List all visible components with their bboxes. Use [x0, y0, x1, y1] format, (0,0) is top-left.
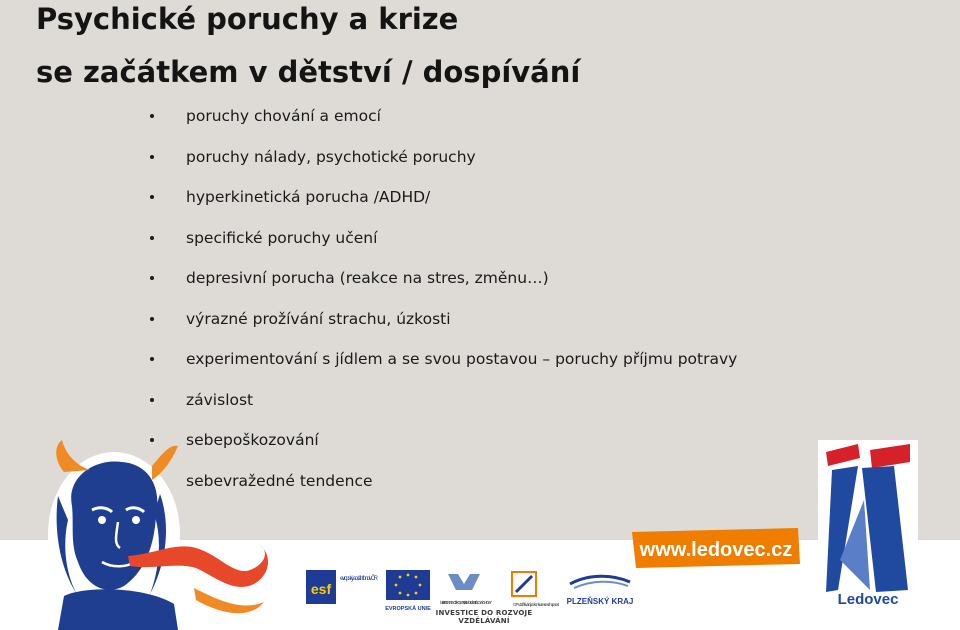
bullet-item — [148, 339, 737, 380]
bullet-text: experimentování s jídlem a se svou postavou – poruchy příjmu potravy — [186, 350, 738, 368]
bullet-text: sebepoškozování — [186, 431, 319, 449]
bullet-text: poruchy nálady, psychotické poruchy — [186, 147, 476, 166]
slide-title — [36, 0, 796, 91]
bullet-dot — [150, 114, 154, 118]
bullet-dot — [150, 317, 154, 321]
eu-flag — [385, 570, 431, 612]
region-logo — [567, 576, 634, 606]
bullet-text: závislost — [186, 390, 254, 409]
bullet-item — [148, 380, 737, 421]
title-line-1: Psychické poruchy a krize — [36, 2, 459, 36]
bullet-item — [148, 258, 737, 299]
bullet-dot — [150, 276, 154, 280]
bullet-dot — [150, 195, 154, 199]
bullet-text: sebevražedné tendence — [186, 471, 373, 490]
esf-text: evropský sociální fond v ČR — [340, 576, 378, 582]
mascot-illustration — [44, 436, 276, 630]
title-line-2: se začátkem v dětství / dospívání — [36, 55, 581, 89]
bullet-text: specifické poruchy učení — [186, 228, 378, 247]
msmt-logo — [440, 574, 492, 605]
bullet-dot — [150, 357, 154, 361]
msmt-text: MINISTERSTVO ŠKOLSTVÍ, MLÁDEŽE A TĚLOVÝCHOVY — [440, 600, 492, 605]
op-text: OP Vzdělávání pro konkurenceschopnost — [513, 602, 559, 607]
esf-mark: esf — [310, 581, 332, 597]
ledovec-logo[interactable] — [818, 440, 918, 610]
url-text: www.ledovec.cz — [639, 539, 793, 561]
bullet-text: hyperkinetická porucha /ADHD/ — [186, 188, 431, 206]
bullet-dot — [150, 398, 154, 402]
bullet-dot — [150, 155, 154, 159]
investment-tagline: INVESTICE DO ROZVOJE VZDĚLÁVÁNÍ — [435, 609, 533, 625]
eu-text: EVROPSKÁ UNIE — [385, 606, 431, 612]
bullet-dot — [150, 236, 154, 240]
esf-logo — [306, 570, 379, 604]
bullet-text: depresivní porucha (reakce na stres, změnu…) — [186, 269, 549, 287]
op-logo — [512, 572, 560, 607]
region-text: PLZEŇSKÝ KRAJ — [566, 597, 634, 606]
bullet-item — [148, 137, 737, 178]
bullet-item — [148, 299, 737, 340]
bullet-item — [148, 218, 737, 259]
ledovec-brand-text: Ledovec — [837, 591, 899, 608]
bullet-text: výrazné prožívání strachu, úzkosti — [186, 309, 451, 328]
bullet-item — [148, 177, 737, 218]
bullet-item — [148, 96, 737, 137]
bullet-text: poruchy chování a emocí — [186, 107, 381, 125]
